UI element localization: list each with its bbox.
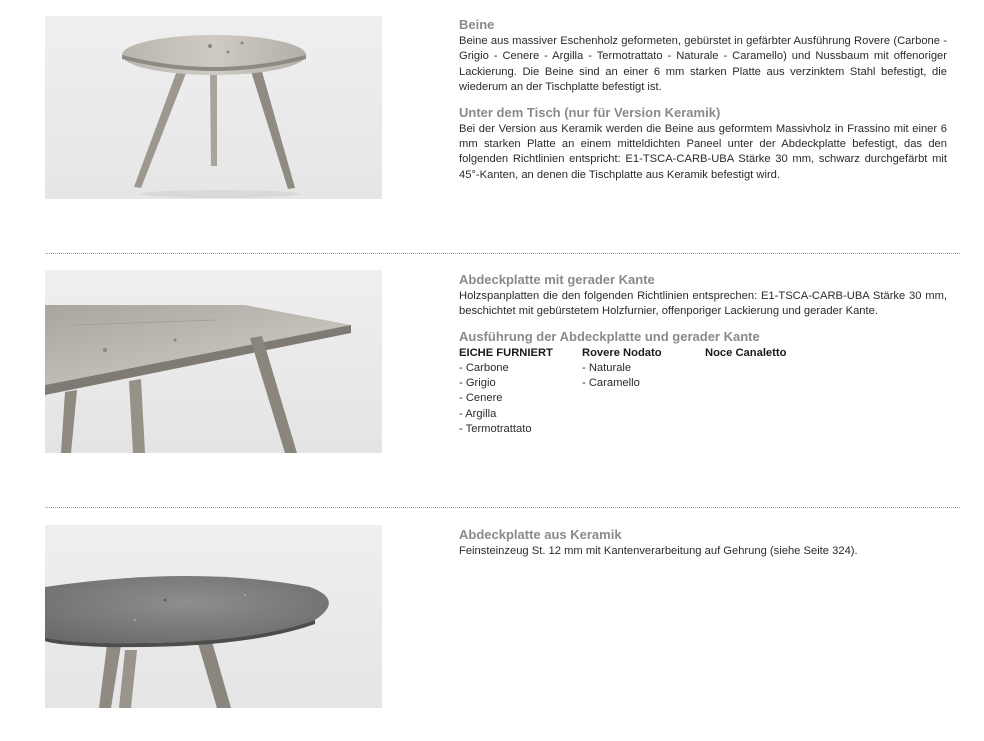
dotted-divider bbox=[45, 253, 960, 254]
paragraph-under-table: Bei der Version aus Keramik werden die Beine aus geformtem Massivholz in Frassino mit einer 6 mm starken Platte an einem mitteldichten Paneel unter der Abdeckplatte befestigt, das den folgenden Richtlinien entspricht: E1-TSCA-CARB-UBA Stärke 30 mm, schwarz durchgefärbt mit 45°-Kanten, an denen die Tischplatte aus Keramik befestigt wird. bbox=[459, 122, 947, 181]
legs-description bbox=[459, 17, 947, 183]
straight-edge-table-photo bbox=[45, 270, 382, 453]
heading-legs: Beine bbox=[459, 17, 495, 32]
finish-item: - Termotrattato bbox=[459, 422, 532, 435]
paragraph-straight-edge-top: Holzspanplatten die den folgenden Richtlinien entsprechen: E1-TSCA-CARB-UBA Stärke 30 mm, beschichtet mit gebürstetem Holzfurnier, offenporiger Lackierung und gerader Kante. bbox=[459, 290, 947, 318]
paragraph-ceramic-top: Feinsteinzeug St. 12 mm mit Kantenverarbeitung auf Gehrung (siehe Seite 324). bbox=[459, 545, 858, 557]
heading-straight-edge-top: Abdeckplatte mit gerader Kante bbox=[459, 272, 655, 287]
finish-item: - Cenere bbox=[459, 392, 503, 405]
ceramic-table-photo bbox=[45, 525, 382, 708]
heading-finish-options: Ausführung der Abdeckplatte und gerader Kante bbox=[459, 328, 760, 344]
finish-item: - Grigio bbox=[459, 377, 496, 390]
finish-column-rovere bbox=[582, 346, 705, 437]
finish-columns bbox=[459, 346, 947, 437]
straight-edge-description bbox=[459, 272, 947, 437]
round-table-illustration bbox=[45, 16, 382, 199]
finish-column-title: Noce Canaletto bbox=[705, 346, 787, 359]
ceramic-description bbox=[459, 527, 947, 559]
straight-edge-table-illustration bbox=[45, 270, 382, 453]
ceramic-table-illustration bbox=[45, 525, 382, 708]
finish-item: - Carbone bbox=[459, 362, 509, 375]
paragraph-legs: Beine aus massiver Eschenholz geformeten, gebürstet in gefärbter Ausführung Rovere (Carbone - Grigio - Cenere - Argilla - Termotrattato - Naturale - Caramello) und Nussbaum mit offenoriger Lackierung. Die Beine sind an einer 6 mm starken Platte aus verzinktem Stahl befestigt, die wiederum an der Tischplatte befestigt ist. bbox=[459, 35, 947, 94]
finish-item: - Caramello bbox=[582, 377, 640, 390]
finish-column-title: Rovere Nodato bbox=[582, 346, 662, 359]
finish-item: - Naturale bbox=[582, 362, 632, 375]
finish-item: - Argilla bbox=[459, 407, 497, 420]
heading-ceramic-top: Abdeckplatte aus Keramik bbox=[459, 527, 622, 542]
finish-column-title: EICHE FURNIERT bbox=[459, 346, 553, 359]
finish-column-eiche bbox=[459, 346, 582, 437]
round-wood-table-photo bbox=[45, 16, 382, 199]
finish-column-noce bbox=[705, 346, 825, 437]
heading-under-table: Unter dem Tisch (nur für Version Keramik) bbox=[459, 104, 721, 120]
dotted-divider bbox=[45, 507, 960, 508]
